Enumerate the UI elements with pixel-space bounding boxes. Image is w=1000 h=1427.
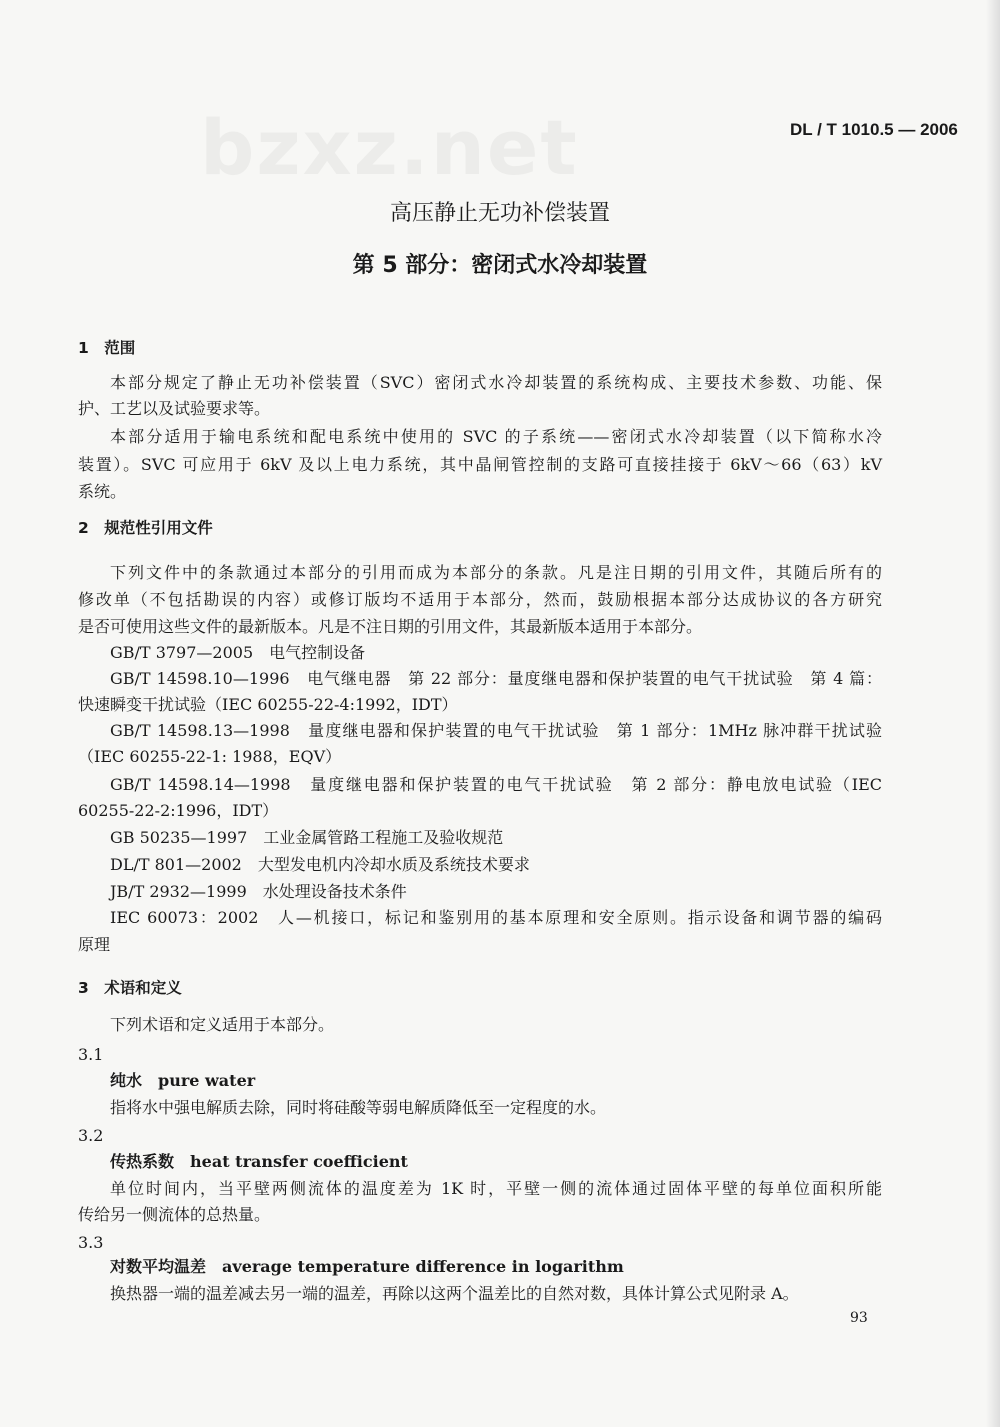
term-zh: 纯水: [110, 1071, 143, 1090]
document-title: 高压静止无功补偿装置: [389, 201, 610, 226]
paragraph-line: 修改单（不包括勘误的内容）或修订版均不适用于本部分，然而，鼓励根据本部分达成协议的各方研究: [78, 590, 882, 609]
reference-item: GB/T 14598.14—1998 量度继电器和保护装置的电气干扰试验 第 2 部分：静电放电试验（IEC: [110, 775, 882, 794]
paragraph-line: 本部分规定了静止无功补偿装置（SVC）密闭式水冷却装置的系统构成、主要技术参数、功能、保: [110, 373, 882, 392]
reference-item: IEC 60073：2002 人—机接口，标记和鉴别用的基本原理和安全原则。指示设备和调节器的编码: [110, 908, 882, 927]
term-number: 3.1: [78, 1045, 104, 1064]
reference-item: JB/T 2932—1999 水处理设备技术条件: [110, 882, 407, 901]
paragraph-line: 下列术语和定义适用于本部分。: [110, 1015, 335, 1034]
reference-item: DL/T 801—2002 大型发电机内冷却水质及系统技术要求: [110, 855, 530, 874]
term-definition: 指将水中强电解质去除，同时将硅酸等弱电解质降低至一定程度的水。: [110, 1098, 607, 1117]
term-number: 3.3: [78, 1233, 104, 1252]
reference-item: GB/T 3797—2005 电气控制设备: [110, 643, 366, 662]
paragraph-line: 本部分适用于输电系统和配电系统中使用的 SVC 的子系统——密闭式水冷却装置（以下简称水冷: [110, 427, 882, 446]
page-number: 93: [850, 1310, 868, 1326]
reference-item: （IEC 60255-22-1: 1988，EQV）: [78, 747, 342, 766]
term-title: [110, 1071, 882, 1091]
paragraph-line: 系统。: [78, 482, 127, 501]
reference-item: 快速瞬变干扰试验（IEC 60255-22-4:1992，IDT）: [78, 695, 458, 714]
term-en: pure water: [158, 1071, 256, 1090]
term-definition: 传给另一侧流体的总热量。: [78, 1205, 271, 1224]
term-definition: 单位时间内，当平壁两侧流体的温度差为 1K 时，平壁一侧的流体通过固体平壁的每单位面积所能: [110, 1179, 882, 1198]
reference-item: GB/T 14598.10—1996 电气继电器 第 22 部分：量度继电器和保护装置的电气干扰试验 第 4 篇：: [110, 669, 882, 688]
section-heading: 1 范围: [78, 339, 136, 357]
standard-number: DL / T 1010.5 — 2006: [790, 120, 958, 139]
watermark: bzxz.net: [200, 103, 579, 192]
paragraph-line: 装置）。SVC 可应用于 6kV 及以上电力系统，其中晶闸管控制的支路可直接挂接于 6kV～66（63）kV: [78, 455, 882, 474]
term-title: [110, 1152, 882, 1172]
term-en: average temperature difference in logarithm: [222, 1257, 624, 1276]
term-number: 3.2: [78, 1126, 104, 1145]
reference-item: 60255-22-2:1996，IDT）: [78, 801, 279, 820]
paragraph-line: 下列文件中的条款通过本部分的引用而成为本部分的条款。凡是注日期的引用文件，其随后所有的: [110, 563, 882, 582]
section-heading: 3 术语和定义: [78, 979, 182, 997]
reference-item: GB 50235—1997 工业金属管路工程施工及验收规范: [110, 828, 504, 847]
term-zh: 对数平均温差: [110, 1257, 207, 1276]
term-definition: 换热器一端的温差减去另一端的温差，再除以这两个温差比的自然对数，具体计算公式见附录 A。: [110, 1284, 799, 1303]
term-title: [110, 1257, 882, 1277]
term-zh: 传热系数: [110, 1152, 175, 1171]
reference-item: GB/T 14598.13—1998 量度继电器和保护装置的电气干扰试验 第 1 部分：1MHz 脉冲群干扰试验: [110, 721, 882, 740]
document-subtitle: 第 5 部分：密闭式水冷却装置: [352, 253, 648, 278]
paragraph-line: 护、工艺以及试验要求等。: [78, 399, 271, 418]
section-heading: 2 规范性引用文件: [78, 519, 213, 537]
term-en: heat transfer coefficient: [190, 1152, 408, 1171]
paragraph-line: 是否可使用这些文件的最新版本。凡是不注日期的引用文件，其最新版本适用于本部分。: [78, 617, 703, 636]
reference-item: 原理: [78, 935, 111, 954]
